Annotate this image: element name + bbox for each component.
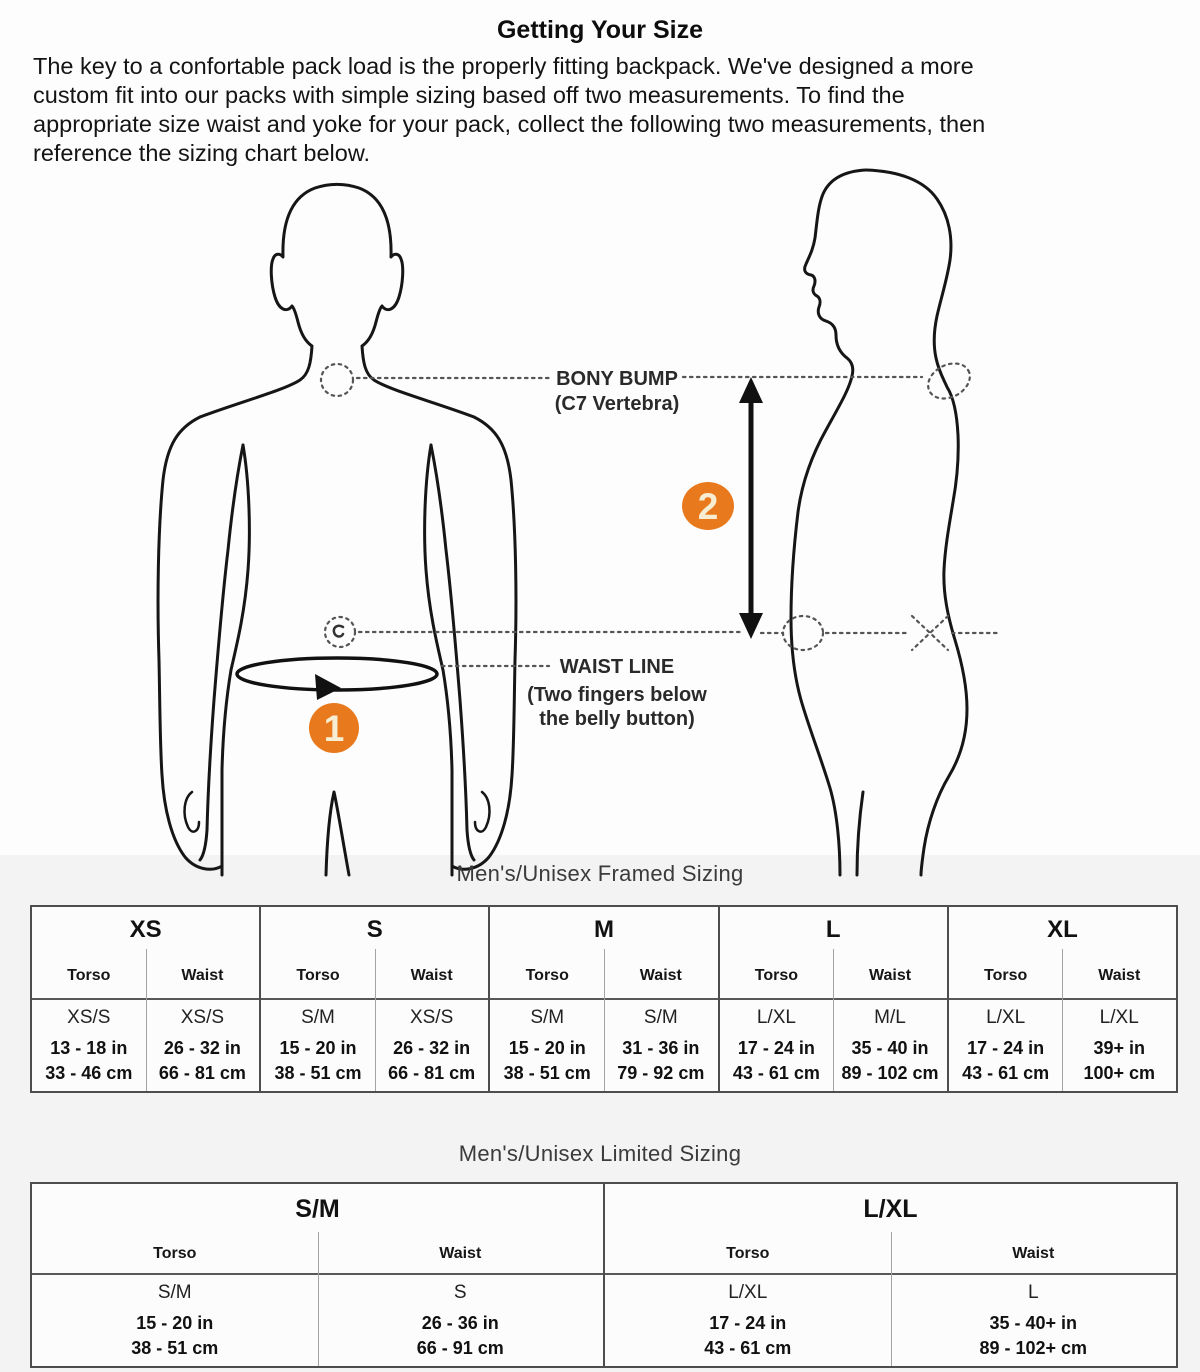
side-back-profile xyxy=(866,170,967,875)
waist-column-header: Waist xyxy=(410,966,453,984)
waist-ellipse-arrowhead xyxy=(315,674,341,700)
arrow-down-head xyxy=(739,613,763,639)
torso-length-arrow xyxy=(739,377,763,639)
intro-line: appropriate size waist and yoke for your pack, collect the following two measurements, then xyxy=(33,111,986,137)
torso-cell xyxy=(32,1000,146,1091)
size-group-label: L/XL xyxy=(863,1194,918,1223)
navel-mark xyxy=(334,626,343,637)
side-front-profile xyxy=(791,170,866,875)
range-inches: 35 - 40 in xyxy=(851,1038,929,1058)
front-left-hand-finger xyxy=(185,792,199,832)
range-cm: 38 - 51 cm xyxy=(131,1338,219,1358)
size-code: L/XL xyxy=(756,1007,796,1028)
size-code: S/M xyxy=(157,1282,192,1303)
column-divider xyxy=(604,949,605,1091)
waist-column-header: Waist xyxy=(868,966,912,984)
marker-1-waist xyxy=(309,703,359,753)
intro-line: reference the sizing chart below. xyxy=(33,140,371,166)
size-group-label: XL xyxy=(1047,916,1078,943)
waist-cell xyxy=(318,1275,604,1366)
waist-line-sublabel: (Two fingers below xyxy=(527,684,707,706)
waist-cell xyxy=(375,1000,489,1091)
range-cm: 66 - 81 cm xyxy=(388,1063,476,1083)
size-code: L/XL xyxy=(728,1282,768,1303)
size-group-label: L xyxy=(825,916,841,943)
range-cm: 43 - 61 cm xyxy=(962,1063,1050,1083)
size-code: XS/S xyxy=(67,1007,111,1028)
range-cm: 66 - 81 cm xyxy=(158,1063,246,1083)
bony-bump-sublabel: (C7 Vertebra) xyxy=(554,393,680,415)
range-cm: 79 - 92 cm xyxy=(617,1063,705,1083)
range-cm: 66 - 91 cm xyxy=(416,1338,504,1358)
size-group-label: S xyxy=(366,916,383,943)
size-code: XS/S xyxy=(180,1007,225,1028)
range-inches: 17 - 24 in xyxy=(709,1313,787,1333)
size-code: M/L xyxy=(874,1007,906,1028)
column-divider xyxy=(375,949,376,1091)
framed-sizing-table xyxy=(30,905,1178,1093)
front-figure xyxy=(158,184,516,875)
size-code: XS/S xyxy=(409,1007,454,1028)
c7-marker-circle-side xyxy=(922,357,976,406)
bony-bump-label: BONY BUMP xyxy=(556,368,678,390)
size-group-label: M xyxy=(594,916,614,943)
page-title: Getting Your Size xyxy=(496,16,704,44)
front-head-shoulders xyxy=(200,184,474,417)
range-cm: 43 - 61 cm xyxy=(704,1338,792,1358)
range-inches: 31 - 36 in xyxy=(622,1038,700,1058)
range-cm: 38 - 51 cm xyxy=(274,1063,362,1083)
waist-marker-circle-side xyxy=(783,616,823,650)
waist-line-sublabel: the belly button) xyxy=(539,708,695,730)
size-group-s xyxy=(259,907,488,1091)
range-inches: 15 - 20 in xyxy=(508,1038,586,1058)
waist-cell xyxy=(146,1000,260,1091)
intro-line: The key to a confortable pack load is the properly fitting backpack. We've designed a more xyxy=(33,53,974,79)
size-code: L/XL xyxy=(986,1007,1026,1028)
waist-line-label: WAIST LINE xyxy=(559,656,675,678)
column-divider xyxy=(318,1232,319,1366)
limited-table-caption: Men's/Unisex Limited Sizing xyxy=(458,1141,742,1166)
intro-paragraph xyxy=(33,52,1178,168)
column-divider xyxy=(146,949,147,1091)
torso-column-header: Torso xyxy=(754,966,799,984)
size-code: L xyxy=(1027,1282,1039,1303)
range-inches: 26 - 36 in xyxy=(421,1313,499,1333)
range-cm: 43 - 61 cm xyxy=(732,1063,820,1083)
front-torso-right xyxy=(425,445,452,875)
front-left-arm-outer xyxy=(158,417,222,869)
range-cm: 38 - 51 cm xyxy=(503,1063,591,1083)
measurement-diagram xyxy=(0,163,1200,877)
range-cm: 33 - 46 cm xyxy=(45,1063,133,1083)
marker-2-number: 2 xyxy=(697,486,719,527)
marker-1-number: 1 xyxy=(323,708,345,749)
range-inches: 15 - 20 in xyxy=(279,1038,357,1058)
torso-cell xyxy=(720,1000,834,1091)
torso-column-header: Torso xyxy=(67,966,111,984)
torso-column-header: Torso xyxy=(525,966,569,984)
range-inches: 17 - 24 in xyxy=(737,1038,815,1058)
size-code: S xyxy=(453,1282,467,1303)
intro-line: custom fit into our packs with simple sizing based off two measurements. To find the xyxy=(33,82,905,108)
torso-cell xyxy=(261,1000,375,1091)
waist-column-header: Waist xyxy=(1098,966,1141,984)
range-inches: 17 - 24 in xyxy=(967,1038,1045,1058)
size-group-m xyxy=(488,907,717,1091)
torso-column-header: Torso xyxy=(726,1244,770,1262)
size-group-l xyxy=(718,907,947,1091)
torso-cell xyxy=(32,1275,318,1366)
column-divider xyxy=(833,949,834,1091)
c7-marker-circle-front xyxy=(321,364,353,396)
size-group-lxl xyxy=(603,1184,1176,1366)
waist-cell xyxy=(604,1000,718,1091)
size-group-xl xyxy=(947,907,1176,1091)
size-code: L/XL xyxy=(1099,1007,1139,1028)
waist-column-header: Waist xyxy=(639,966,682,984)
framed-table-caption: Men's/Unisex Framed Sizing xyxy=(456,861,744,886)
waist-column-header: Waist xyxy=(181,966,224,984)
range-inches: 26 - 32 in xyxy=(393,1038,471,1058)
column-divider xyxy=(891,1232,892,1366)
waist-cell xyxy=(833,1000,947,1091)
torso-column-header: Torso xyxy=(983,966,1028,984)
waist-measure-ellipse xyxy=(237,658,437,690)
size-group-label: XS xyxy=(129,916,162,943)
waist-column-header: Waist xyxy=(439,1244,482,1262)
torso-column-header: Torso xyxy=(296,966,340,984)
waist-cell xyxy=(891,1275,1177,1366)
annotation-layer xyxy=(237,357,999,753)
range-cm: 89 - 102 cm xyxy=(841,1063,939,1083)
size-code: S/M xyxy=(530,1007,565,1028)
range-inches: 35 - 40+ in xyxy=(989,1313,1078,1333)
range-inches: 39+ in xyxy=(1093,1038,1145,1058)
torso-cell xyxy=(490,1000,604,1091)
front-right-arm-outer xyxy=(452,417,516,869)
size-group-xs xyxy=(32,907,259,1091)
size-code: S/M xyxy=(643,1007,678,1028)
range-inches: 26 - 32 in xyxy=(163,1038,241,1058)
torso-column-header: Torso xyxy=(153,1244,197,1262)
range-cm: 100+ cm xyxy=(1083,1063,1155,1083)
range-inches: 15 - 20 in xyxy=(136,1313,214,1333)
front-right-hand-finger xyxy=(475,792,489,832)
waist-cell xyxy=(1062,1000,1176,1091)
marker-2-torso xyxy=(682,482,734,530)
torso-cell xyxy=(605,1275,891,1366)
range-cm: 89 - 102+ cm xyxy=(979,1338,1088,1358)
size-group-sm xyxy=(32,1184,603,1366)
size-code: S/M xyxy=(301,1007,335,1028)
arrow-up-head xyxy=(739,377,763,403)
navel-marker-circle xyxy=(325,617,355,647)
front-torso-left xyxy=(222,445,249,875)
range-inches: 13 - 18 in xyxy=(50,1038,128,1058)
limited-sizing-table xyxy=(30,1182,1178,1368)
waist-column-header: Waist xyxy=(1012,1244,1055,1262)
torso-cell xyxy=(949,1000,1063,1091)
size-group-label: S/M xyxy=(295,1194,340,1223)
column-divider xyxy=(1062,949,1063,1091)
side-figure xyxy=(791,170,967,875)
